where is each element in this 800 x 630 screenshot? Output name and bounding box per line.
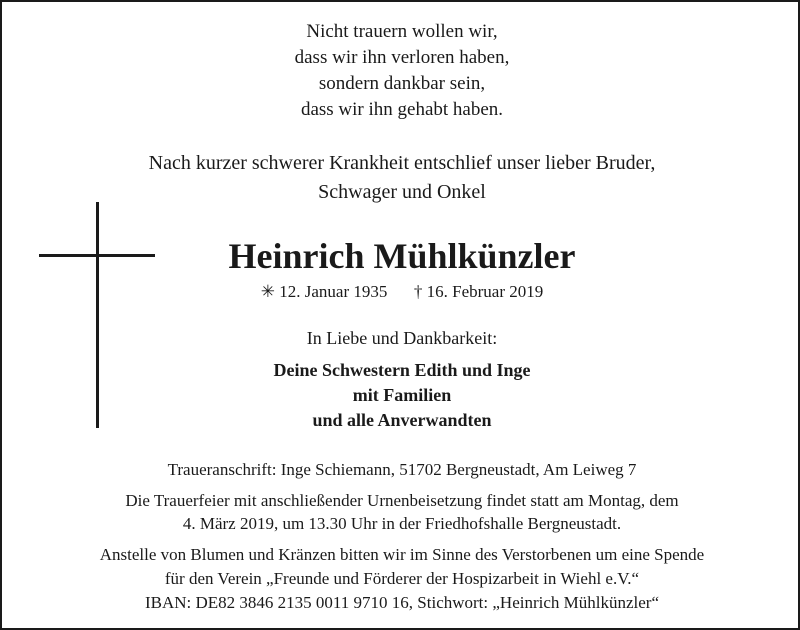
- mourners-lead: In Liebe und Dankbarkeit:: [306, 328, 498, 348]
- ceremony-line: Die Trauerfeier mit anschließender Urnenbeisetzung findet statt am Montag, dem: [125, 491, 679, 510]
- birth-date: 12. Januar 1935: [279, 282, 388, 301]
- mourner-line: Deine Schwestern Edith und Inge: [273, 360, 531, 380]
- donation-line: IBAN: DE82 3846 2135 0011 9710 16, Stichwort: „Heinrich Mühlkünzler“: [144, 593, 660, 612]
- intro-line: Nach kurzer schwerer Krankheit entschlief unser lieber Bruder,: [148, 152, 656, 174]
- donation-line: für den Verein „Freunde und Förderer der Hospizarbeit in Wiehl e.V.“: [164, 569, 640, 588]
- birth-star-icon: ✳: [260, 282, 275, 301]
- deceased-name: Heinrich Mühlkünzler: [228, 236, 576, 276]
- mourning-address: Traueranschrift: Inge Schiemann, 51702 Bergneustadt, Am Leiweg 7: [167, 460, 637, 479]
- mourner-line: mit Familien: [352, 385, 452, 405]
- life-dates: [2, 282, 800, 302]
- ceremony-line: 4. März 2019, um 13.30 Uhr in der Friedhofshalle Bergneustadt.: [182, 514, 622, 533]
- poem-line: dass wir ihn gehabt haben.: [300, 99, 504, 120]
- poem-line: dass wir ihn verloren haben,: [294, 47, 510, 68]
- intro-line: Schwager und Onkel: [318, 181, 486, 203]
- donation-line: Anstelle von Blumen und Kränzen bitten wir im Sinne des Verstorbenen um eine Spende: [99, 545, 705, 564]
- mourner-line: und alle Anverwandten: [312, 410, 492, 430]
- death-date: 16. Februar 2019: [426, 282, 544, 301]
- poem-line: sondern dankbar sein,: [318, 73, 486, 94]
- poem-line: Nicht trauern wollen wir,: [306, 21, 498, 42]
- death-cross-icon: †: [413, 282, 423, 301]
